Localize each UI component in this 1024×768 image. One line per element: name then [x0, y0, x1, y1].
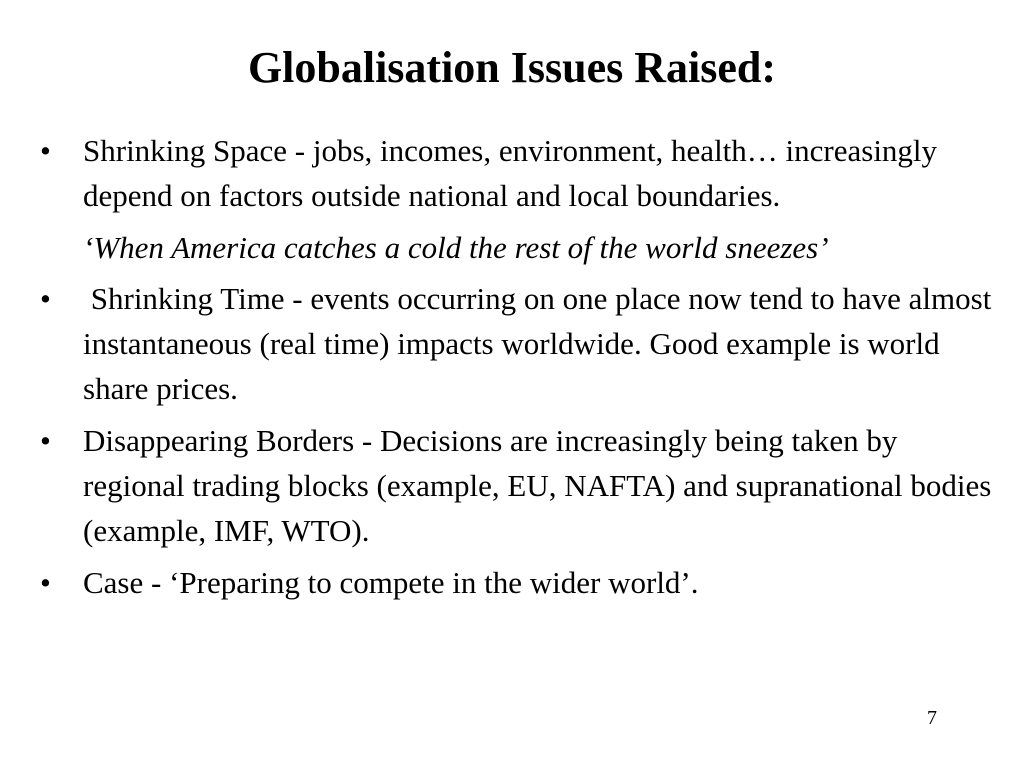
slide-content: [40, 128, 1000, 612]
bullet-disappearing-borders: [40, 418, 1000, 553]
bullet-shrinking-space: [40, 128, 1000, 218]
bullet-text: Shrinking Time - events occurring on one place now tend to have almost instantaneous (real time) impacts worldwide. Good example is world share prices.: [83, 281, 1000, 406]
bullet-marker: •: [40, 281, 51, 316]
bullet-text: Shrinking Space - jobs, incomes, environment, health… increasingly depend on factors outside national and local boundaries.: [83, 133, 938, 213]
slide-title: Globalisation Issues Raised:: [247, 43, 777, 92]
bullet-shrinking-time: [40, 276, 1000, 411]
bullet-marker: •: [40, 565, 51, 600]
bullet-marker: •: [40, 423, 51, 458]
bullet-text: Case - ‘Preparing to compete in the wider world’.: [83, 565, 699, 600]
quote-text: ‘When America catches a cold the rest of the world sneezes’: [83, 230, 829, 265]
page-number: 7: [927, 707, 937, 729]
bullet-text: Disappearing Borders - Decisions are increasingly being taken by regional trading blocks (example, EU, NAFTA) and supranational bodies (example, IMF, WTO).: [83, 423, 992, 548]
bullet-marker: •: [40, 133, 51, 168]
bullet-case: [40, 560, 1000, 605]
